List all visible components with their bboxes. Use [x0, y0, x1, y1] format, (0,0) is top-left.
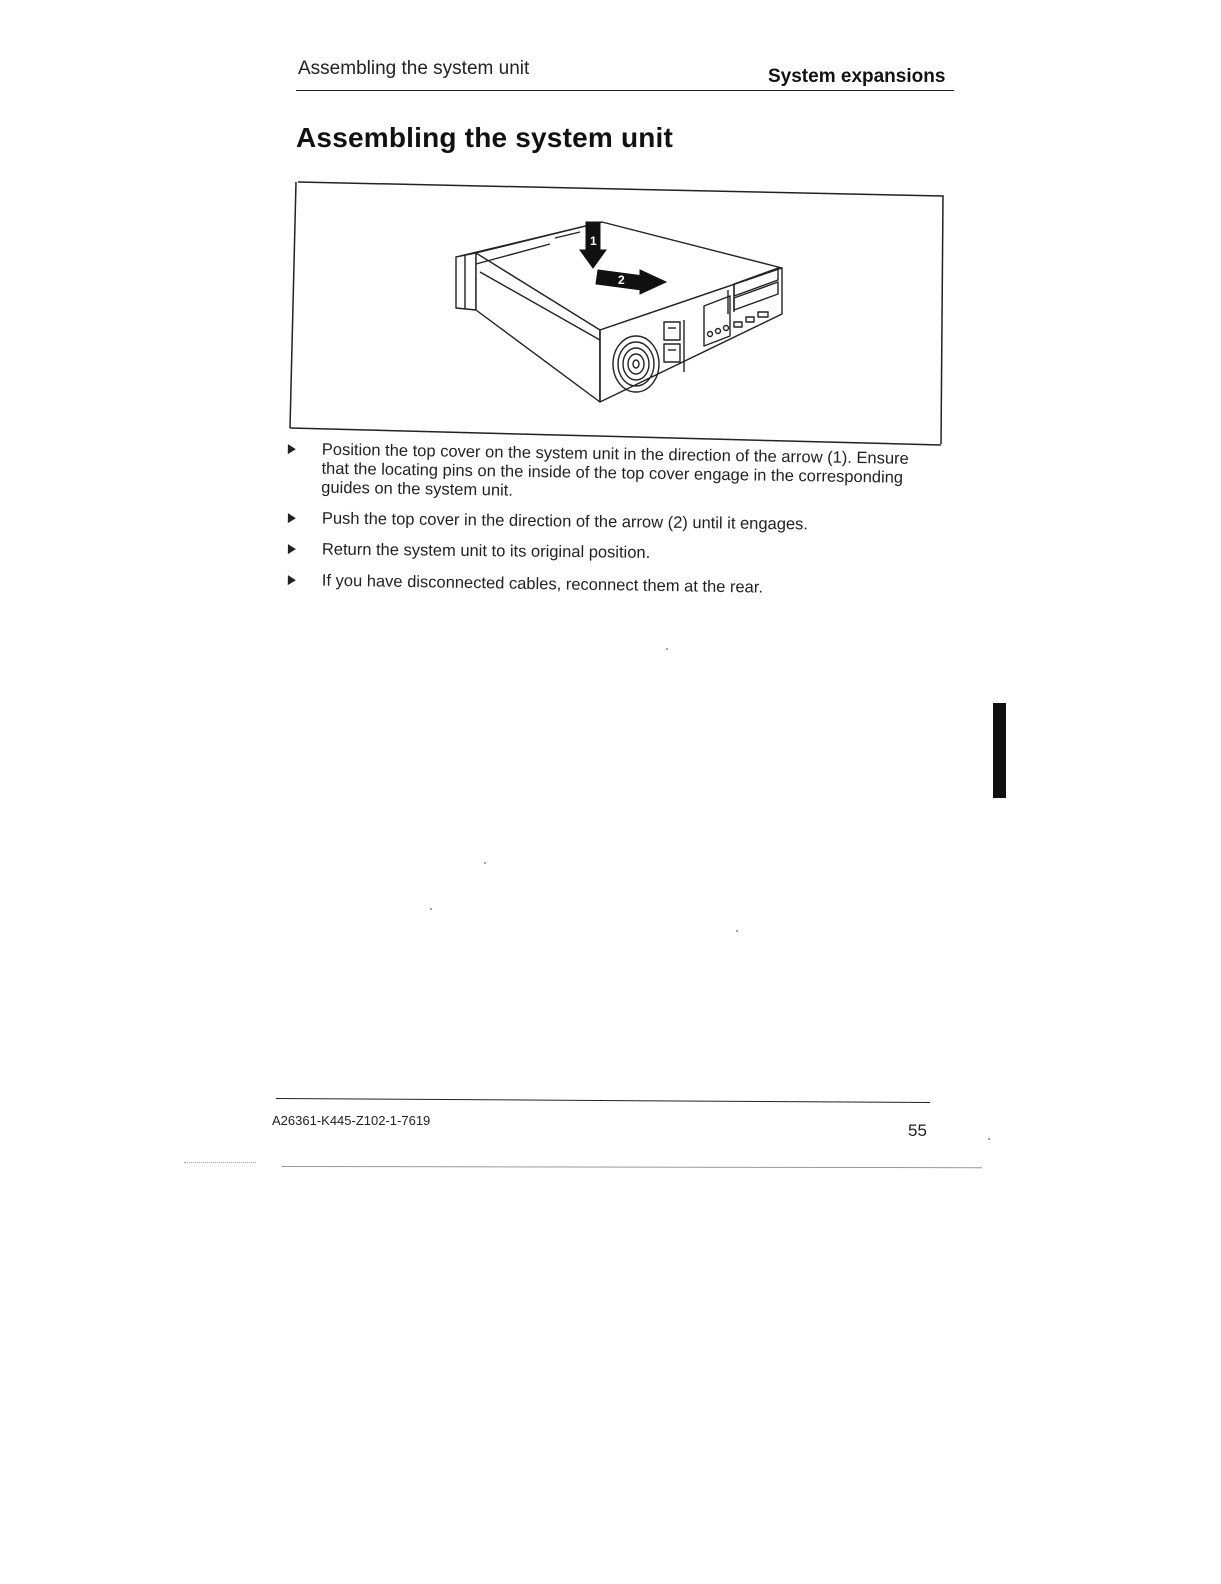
callout-1: 1 [590, 234, 597, 248]
instruction-list [280, 440, 940, 602]
running-header-chapter: System expansions [768, 66, 946, 87]
scan-speck [484, 862, 486, 864]
step-text: Push the top cover in the direction of the arrow (2) until it engages. [321, 509, 809, 534]
bullet-arrow-icon [288, 544, 296, 554]
list-item [280, 540, 940, 566]
callout-2: 2 [618, 273, 625, 287]
scan-speck [430, 908, 432, 910]
header-rule [296, 90, 954, 91]
system-unit-figure [280, 172, 960, 452]
system-unit-icon [456, 222, 782, 402]
scan-speck [736, 930, 738, 932]
chapter-thumb-tab [993, 703, 1006, 798]
scan-artifact-line [282, 1166, 982, 1168]
page-number: 55 [908, 1121, 927, 1140]
document-id: A26361-K445-Z102-1-7619 [272, 1113, 431, 1128]
step-text: Position the top cover on the system unit in the direction of the arrow (1). Ensure that the locating pins on the inside of the top cover engage in the corresponding guides on the system unit. [321, 440, 909, 500]
page-title: Assembling the system unit [296, 122, 674, 153]
footer-rule [276, 1098, 930, 1103]
scan-speck [988, 1138, 990, 1140]
bullet-arrow-icon [288, 575, 296, 585]
step-text: If you have disconnected cables, reconnect them at the rear. [321, 571, 764, 597]
scan-speck [666, 648, 668, 650]
step-text: Return the system unit to its original position. [321, 540, 651, 562]
bullet-arrow-icon [288, 444, 296, 454]
bullet-arrow-icon [288, 513, 296, 523]
list-item [280, 509, 940, 536]
running-header-section: Assembling the system unit [298, 58, 530, 79]
scan-artifact-dots [184, 1162, 256, 1163]
list-item [280, 571, 940, 600]
list-item [279, 440, 940, 507]
